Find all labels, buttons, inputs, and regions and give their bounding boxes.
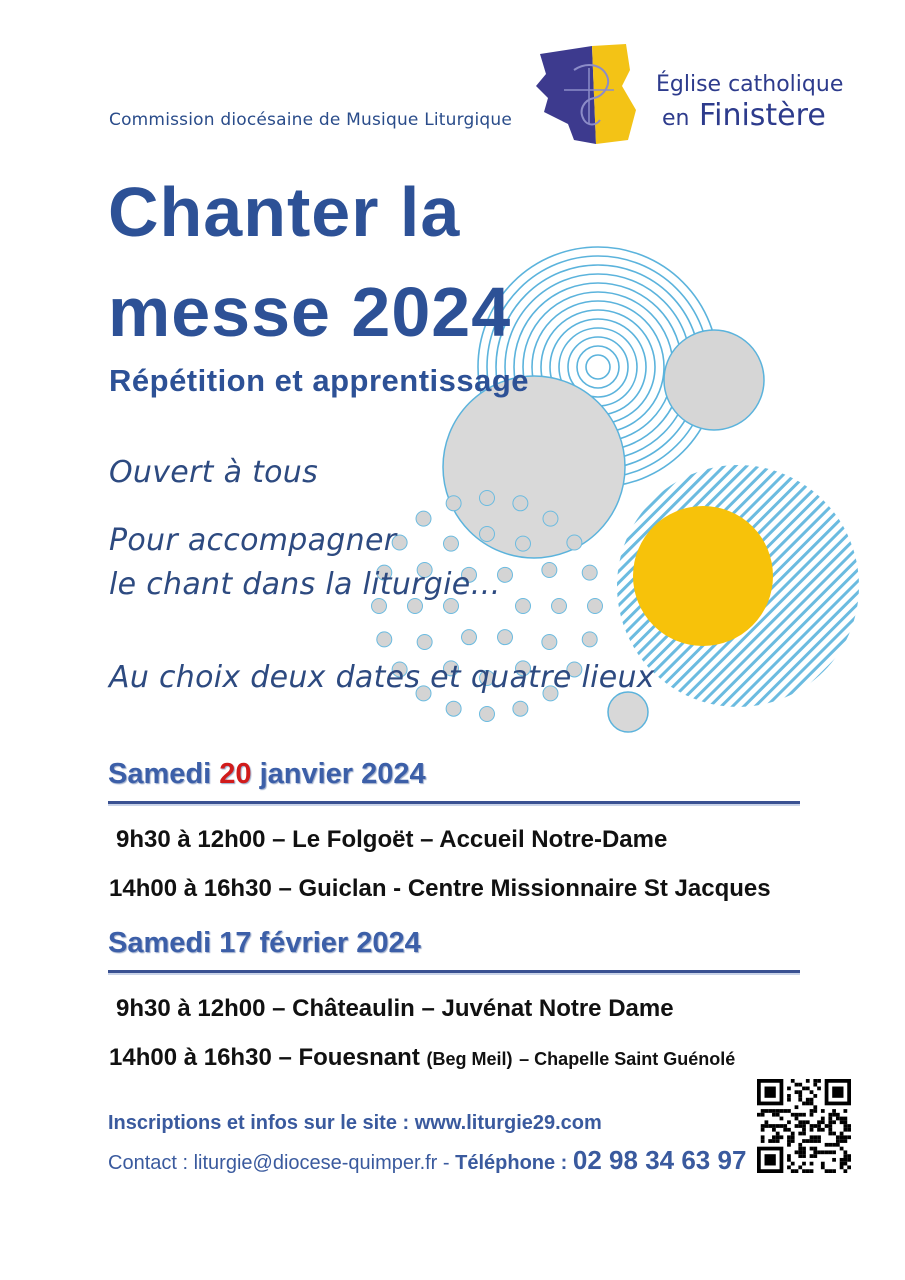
phone-label: Téléphone :: [455, 1152, 573, 1174]
ring: [586, 355, 610, 379]
dot: [516, 599, 531, 614]
contact-line: [108, 1145, 746, 1176]
dot: [582, 565, 597, 580]
dot: [542, 563, 557, 578]
qr-code-icon[interactable]: [757, 1079, 851, 1173]
title-line1: Chanter la: [108, 173, 461, 251]
grey-circle-small: [664, 330, 764, 430]
logo-text-line2: [662, 98, 826, 133]
dot: [377, 632, 392, 647]
dot: [542, 635, 557, 650]
dot: [582, 632, 597, 647]
dot: [444, 536, 459, 551]
session1-event1: 9h30 à 12h00 – Le Folgoët – Accueil Notre-Dame: [116, 826, 668, 853]
session1-suffix: janvier 2024: [259, 758, 426, 790]
dot: [588, 599, 603, 614]
grey-dot-bottom: [608, 692, 648, 732]
session1-prefix: Samedi: [108, 758, 212, 790]
session2-event2-place: (Beg Meil): [426, 1049, 513, 1069]
dot: [552, 599, 567, 614]
dot: [417, 635, 432, 650]
session2-date: Samedi 17 février 2024: [108, 927, 421, 959]
logo-text-line1: Église catholique: [656, 72, 844, 97]
intro-purpose-line2: le chant dans la liturgie…: [109, 567, 501, 602]
dot: [567, 535, 582, 550]
session2-event2-main: 14h00 à 16h30 – Fouesnant: [109, 1044, 420, 1071]
divider: [108, 801, 800, 806]
session1-day: 20: [219, 758, 252, 790]
dot: [480, 707, 495, 722]
dot: [516, 536, 531, 551]
dot: [480, 527, 495, 542]
phone-number[interactable]: 02 98 34 63 97: [572, 1145, 747, 1175]
dot: [480, 491, 495, 506]
intro-open: Ouvert à tous: [109, 455, 319, 490]
page-subtitle: Répétition et apprentissage: [109, 363, 530, 398]
logo-text-main: Finistère: [699, 98, 826, 133]
title-line2: messe 2024: [108, 273, 512, 351]
dot: [543, 511, 558, 526]
grey-circle-large: [443, 376, 625, 558]
dot: [498, 630, 513, 645]
session1-event2: 14h00 à 16h30 – Guiclan - Centre Missionnaire St Jacques: [109, 875, 771, 902]
dot: [462, 630, 477, 645]
diocese-logo-icon: [534, 40, 638, 152]
dot: [446, 701, 461, 716]
commission-label: Commission diocésaine de Musique Liturgique: [109, 110, 513, 130]
session2-event2: [109, 1044, 735, 1072]
intro-purpose-line1: Pour accompagner: [109, 523, 397, 558]
dot: [446, 496, 461, 511]
inscriptions-link[interactable]: Inscriptions et infos sur le site : www.liturgie29.com: [108, 1112, 602, 1134]
intro-choice: Au choix deux dates et quatre lieux: [109, 660, 655, 695]
contact-email[interactable]: Contact : liturgie@diocese-quimper.fr -: [108, 1152, 456, 1174]
session2-event2-venue: – Chapelle Saint Guénolé: [519, 1049, 736, 1069]
dot: [513, 701, 528, 716]
dot: [513, 496, 528, 511]
yellow-circle: [633, 506, 773, 646]
page-title: [108, 162, 511, 362]
ring: [577, 346, 619, 388]
divider: [108, 970, 800, 975]
session2-event1: 9h30 à 12h00 – Châteaulin – Juvénat Notre Dame: [116, 995, 674, 1022]
session1-date: [108, 758, 426, 791]
dot: [416, 511, 431, 526]
logo-text-prefix: en: [662, 106, 690, 131]
